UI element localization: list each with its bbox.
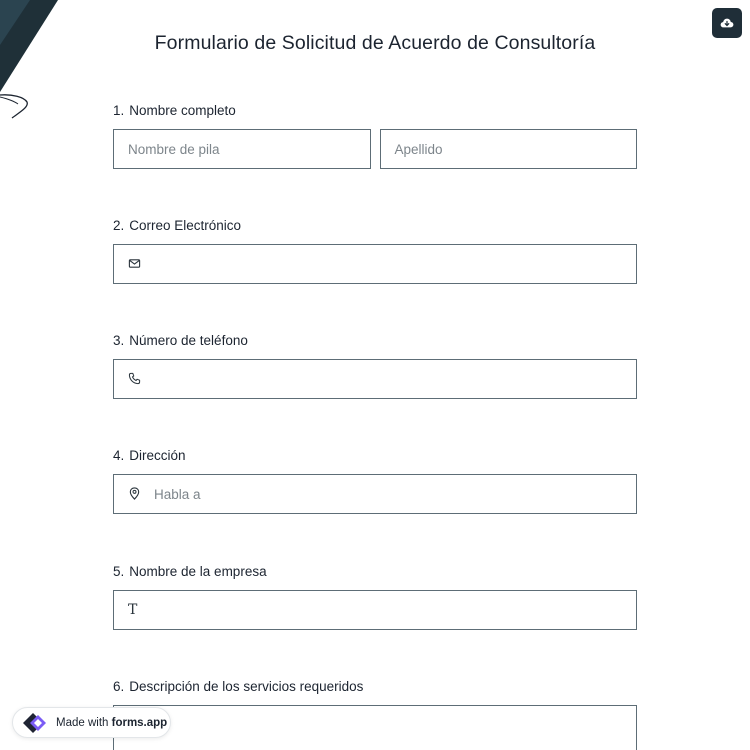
question-full-name <box>113 101 637 169</box>
last-name-placeholder: Apellido <box>394 141 443 157</box>
question-number: 1. <box>113 103 125 118</box>
question-label <box>113 216 637 236</box>
question-number: 5. <box>113 564 125 579</box>
question-address <box>113 446 637 514</box>
services-textarea[interactable] <box>113 705 637 750</box>
question-label <box>113 101 637 121</box>
made-with-badge[interactable] <box>12 707 171 738</box>
phone-input[interactable] <box>113 359 637 399</box>
form-title: Formulario de Solicitud de Acuerdo de Consultoría <box>154 32 596 54</box>
question-text: Dirección <box>129 448 186 463</box>
last-name-input[interactable] <box>380 129 638 169</box>
question-number: 3. <box>113 333 125 348</box>
question-number: 2. <box>113 218 125 233</box>
cloud-download-icon <box>720 17 734 29</box>
question-services <box>113 677 637 750</box>
first-name-input[interactable] <box>113 129 371 169</box>
question-text: Nombre completo <box>129 103 236 118</box>
badge-brand: forms.app <box>111 716 168 729</box>
badge-prefix: Made with <box>56 716 112 729</box>
email-input[interactable] <box>113 244 637 284</box>
question-text: Nombre de la empresa <box>129 564 267 579</box>
company-input[interactable] <box>113 590 637 630</box>
question-text: Número de teléfono <box>129 333 248 348</box>
question-number: 4. <box>113 448 125 463</box>
forms-app-logo-icon <box>21 711 51 735</box>
mail-icon <box>128 257 142 271</box>
question-label <box>113 677 637 697</box>
first-name-placeholder: Nombre de pila <box>128 141 220 157</box>
location-pin-icon <box>128 487 142 501</box>
question-label <box>113 446 637 466</box>
question-email <box>113 216 637 284</box>
question-label <box>113 562 637 582</box>
question-text: Correo Electrónico <box>129 218 242 233</box>
text-icon: T <box>128 602 138 618</box>
question-phone <box>113 331 637 399</box>
phone-icon <box>128 372 142 386</box>
question-label <box>113 331 637 351</box>
corner-decoration <box>0 0 70 125</box>
question-text: Descripción de los servicios requeridos <box>129 679 364 694</box>
question-company <box>113 562 637 630</box>
address-placeholder: Habla a <box>154 486 201 502</box>
question-number: 6. <box>113 679 125 694</box>
badge-label <box>56 717 167 729</box>
address-input[interactable] <box>113 474 637 514</box>
